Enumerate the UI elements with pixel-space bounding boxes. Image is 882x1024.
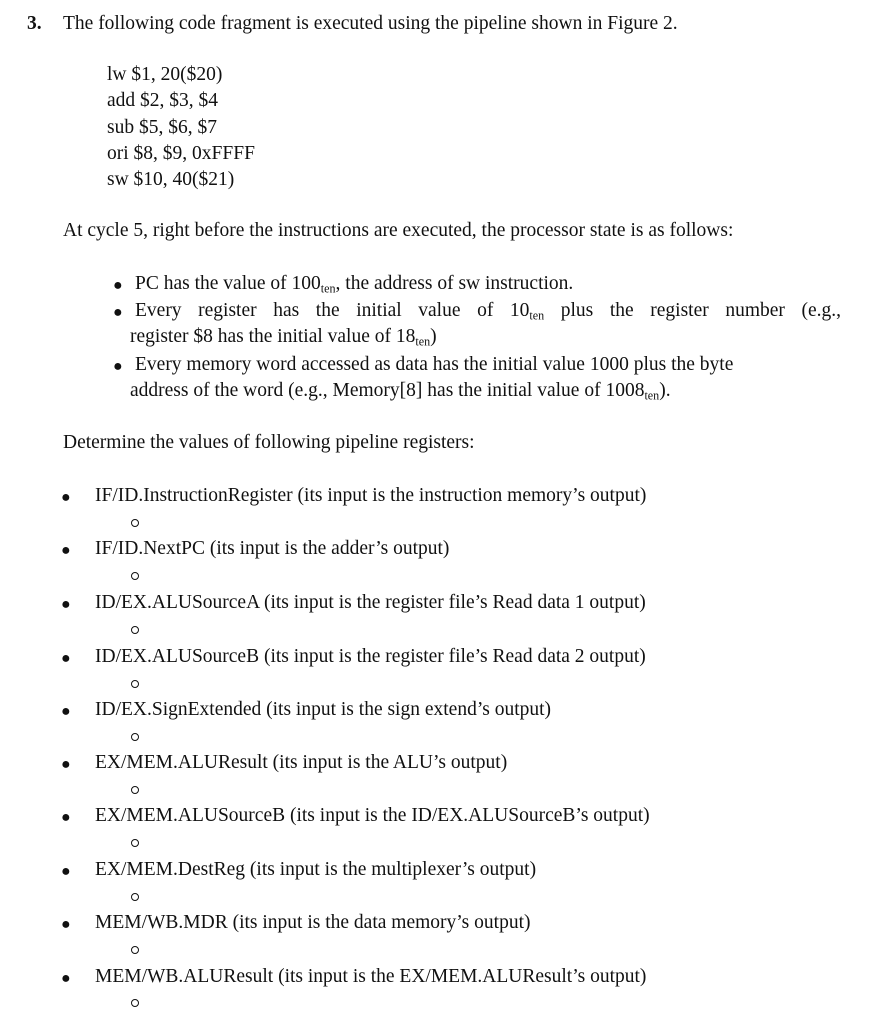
answer-bullet-icon xyxy=(131,626,139,634)
bullet-icon: ● xyxy=(61,863,71,880)
word: the xyxy=(609,300,634,321)
word: has xyxy=(273,300,300,321)
subscript-ten: ten xyxy=(415,334,431,349)
code-line: sub $5, $6, $7 xyxy=(107,117,217,138)
determine-intro: Determine the values of following pipeline registers: xyxy=(63,432,475,453)
register-item: ID/EX.ALUSourceB (its input is the register file’s Read data 2 output) xyxy=(95,646,646,667)
question-text: The following code fragment is executed using the pipeline shown in Figure 2. xyxy=(63,13,678,34)
register-item: MEM/WB.ALUResult (its input is the EX/MEM.ALUResult’s output) xyxy=(95,966,647,987)
bullet-icon: ● xyxy=(61,809,71,826)
register-item: ID/EX.SignExtended (its input is the sign extend’s output) xyxy=(95,699,552,720)
word: (e.g., xyxy=(801,300,841,321)
subscript-ten: ten xyxy=(644,388,660,403)
word: number xyxy=(725,300,785,321)
answer-bullet-icon xyxy=(131,946,139,954)
answer-bullet-icon xyxy=(131,572,139,580)
code-line: ori $8, $9, 0xFFFF xyxy=(107,143,255,164)
state-item-reg-line2 xyxy=(130,325,437,349)
word: the xyxy=(315,300,340,321)
word: initial xyxy=(356,300,402,321)
bullet-icon: ● xyxy=(61,650,71,667)
word: plus xyxy=(560,300,594,321)
bullet-icon: ● xyxy=(61,970,71,987)
register-item: ID/EX.ALUSourceA (its input is the register file’s Read data 1 output) xyxy=(95,592,646,613)
bullet-icon: ● xyxy=(113,358,123,375)
word: of xyxy=(477,300,494,321)
word: register xyxy=(198,300,257,321)
answer-bullet-icon xyxy=(131,519,139,527)
bullet-icon: ● xyxy=(61,756,71,773)
bullet-icon: ● xyxy=(61,542,71,559)
register-item: EX/MEM.ALUResult (its input is the ALU’s output) xyxy=(95,752,508,773)
answer-bullet-icon xyxy=(131,893,139,901)
register-item: IF/ID.NextPC (its input is the adder’s output) xyxy=(95,538,450,559)
answer-bullet-icon xyxy=(131,680,139,688)
code-line: add $2, $3, $4 xyxy=(107,90,219,111)
word: Every xyxy=(135,300,182,321)
bullet-icon: ● xyxy=(61,703,71,720)
state-intro: At cycle 5, right before the instructions are executed, the processor state is as follows: xyxy=(63,220,734,241)
register-item: IF/ID.InstructionRegister (its input is the instruction memory’s output) xyxy=(95,485,647,506)
word: register xyxy=(650,300,709,321)
question-number: 3. xyxy=(27,13,42,34)
state-item-mem-line2 xyxy=(130,379,671,403)
register-item: MEM/WB.MDR (its input is the data memory’s output) xyxy=(95,912,531,933)
code-line: lw $1, 20($20) xyxy=(107,64,223,85)
bullet-icon: ● xyxy=(61,916,71,933)
answer-bullet-icon xyxy=(131,999,139,1007)
bullet-icon: ● xyxy=(61,489,71,506)
state-item-reg-line1 xyxy=(135,299,841,323)
bullet-icon: ● xyxy=(113,304,123,321)
word-10ten: $10_{ten}$ xyxy=(509,300,545,323)
bullet-icon: ● xyxy=(61,596,71,613)
code-line: sw $10, 40($21) xyxy=(107,169,235,190)
subscript-ten: ten xyxy=(529,308,545,323)
state-item-reg-text: register $8 has the initial value of 18 xyxy=(130,326,416,347)
answer-bullet-icon xyxy=(131,786,139,794)
register-item: EX/MEM.DestReg (its input is the multiplexer’s output) xyxy=(95,859,537,880)
state-item-pc-text-end: , the address of sw instruction. xyxy=(335,273,574,294)
state-item-pc-text: PC has the value of 100 xyxy=(135,273,321,294)
answer-bullet-icon xyxy=(131,733,139,741)
state-item-reg-text-end: ) xyxy=(430,326,437,347)
state-item-mem-line1: Every memory word accessed as data has the initial value 1000 plus the byte xyxy=(135,354,734,375)
register-item: EX/MEM.ALUSourceB (its input is the ID/EX.ALUSourceB’s output) xyxy=(95,805,650,826)
state-item-pc xyxy=(135,272,573,296)
subscript-ten: ten xyxy=(320,281,336,296)
state-item-mem-text: address of the word (e.g., Memory[8] has the initial value of 1008 xyxy=(130,380,645,401)
bullet-icon: ● xyxy=(113,277,123,294)
state-item-mem-text-end: ). xyxy=(659,380,671,401)
word: value xyxy=(418,300,461,321)
answer-bullet-icon xyxy=(131,839,139,847)
